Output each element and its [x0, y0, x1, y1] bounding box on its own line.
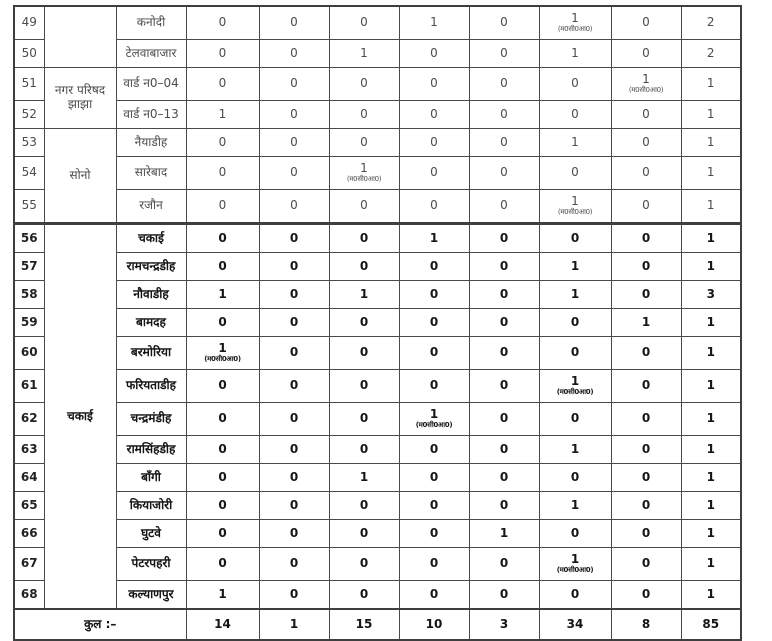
value-cell: 0 — [329, 436, 399, 464]
row-number-cell: 51 — [14, 68, 44, 101]
value-cell: 0 — [329, 370, 399, 403]
row-number-cell: 65 — [14, 492, 44, 520]
value-cell: 0 — [399, 129, 469, 157]
value-cell: 1 — [329, 464, 399, 492]
value-cell — [539, 6, 611, 40]
value-cell: 0 — [611, 40, 681, 68]
value-cell: 1 — [186, 281, 259, 309]
value-cell: 0 — [469, 403, 539, 436]
value-cell: 0 — [469, 337, 539, 370]
table-row — [14, 309, 741, 337]
value-cell: 1 — [186, 581, 259, 610]
value-cell — [329, 157, 399, 190]
value-cell: 1 — [681, 129, 741, 157]
value-cell: 1 — [681, 492, 741, 520]
value-cell: 0 — [186, 370, 259, 403]
scanned-document-page — [0, 5, 772, 631]
value-cell: 0 — [186, 129, 259, 157]
value-cell: 0 — [259, 403, 329, 436]
table-row — [14, 190, 741, 224]
value-cell: 0 — [469, 190, 539, 224]
value-cell: 0 — [259, 101, 329, 129]
value-note: (म0सी0आ0) — [556, 566, 594, 575]
village-name-cell: बाँगी — [116, 464, 186, 492]
value-cell: 0 — [469, 157, 539, 190]
value-cell: 0 — [539, 309, 611, 337]
value-cell: 0 — [611, 101, 681, 129]
row-number-cell: 57 — [14, 253, 44, 281]
value-cell: 0 — [469, 436, 539, 464]
value-cell: 0 — [186, 190, 259, 224]
value-cell: 0 — [469, 492, 539, 520]
total-value-cell: 14 — [186, 609, 259, 640]
value-cell: 0 — [329, 68, 399, 101]
row-number-cell: 60 — [14, 337, 44, 370]
total-value-cell: 3 — [469, 609, 539, 640]
value-cell: 0 — [259, 190, 329, 224]
value-cell: 0 — [399, 464, 469, 492]
value-cell — [186, 337, 259, 370]
village-name-cell: चकाई — [116, 224, 186, 253]
value-cell: 0 — [259, 253, 329, 281]
row-number-cell: 54 — [14, 157, 44, 190]
value-cell: 1 — [539, 129, 611, 157]
value-number: 1 — [570, 552, 580, 567]
value-cell — [399, 403, 469, 436]
table-row — [14, 520, 741, 548]
table-row — [14, 581, 741, 610]
total-row — [14, 609, 741, 640]
table-row — [14, 403, 741, 436]
value-cell: 1 — [539, 436, 611, 464]
value-cell: 0 — [611, 157, 681, 190]
value-cell: 0 — [469, 101, 539, 129]
value-cell: 1 — [681, 224, 741, 253]
value-cell: 0 — [186, 548, 259, 581]
value-number: 1 — [429, 407, 439, 422]
row-number-cell: 58 — [14, 281, 44, 309]
row-number-cell: 63 — [14, 436, 44, 464]
value-cell: 0 — [186, 6, 259, 40]
total-value-cell: 34 — [539, 609, 611, 640]
table-row — [14, 129, 741, 157]
value-cell: 0 — [611, 581, 681, 610]
value-cell: 0 — [329, 548, 399, 581]
value-cell: 0 — [539, 337, 611, 370]
value-cell: 1 — [399, 224, 469, 253]
value-cell: 0 — [469, 68, 539, 101]
value-cell: 0 — [539, 403, 611, 436]
value-cell: 0 — [186, 403, 259, 436]
row-number-cell: 64 — [14, 464, 44, 492]
value-cell: 0 — [259, 337, 329, 370]
value-cell: 1 — [681, 253, 741, 281]
village-name-cell: फरियताडीह — [116, 370, 186, 403]
table-body — [14, 6, 741, 640]
value-cell: 0 — [186, 492, 259, 520]
value-cell: 0 — [259, 520, 329, 548]
total-value-cell: 8 — [611, 609, 681, 640]
block-name-cell — [44, 6, 116, 68]
value-cell: 0 — [399, 190, 469, 224]
value-cell: 1 — [399, 6, 469, 40]
row-number-cell: 67 — [14, 548, 44, 581]
value-cell — [539, 190, 611, 224]
value-cell: 1 — [611, 309, 681, 337]
row-number-cell: 66 — [14, 520, 44, 548]
value-cell: 1 — [539, 281, 611, 309]
value-cell: 0 — [611, 281, 681, 309]
value-cell: 0 — [399, 68, 469, 101]
value-cell: 0 — [469, 370, 539, 403]
value-cell: 1 — [469, 520, 539, 548]
value-note: (म0सी0आ0) — [204, 355, 241, 364]
value-cell: 0 — [399, 548, 469, 581]
value-cell: 0 — [469, 581, 539, 610]
value-cell: 0 — [399, 101, 469, 129]
row-number-cell: 62 — [14, 403, 44, 436]
value-cell: 1 — [681, 370, 741, 403]
report-table — [13, 5, 742, 641]
value-note: (म0सी0आ0) — [628, 86, 664, 95]
village-name-cell: टेलवाबाजार — [116, 40, 186, 68]
value-cell: 3 — [681, 281, 741, 309]
value-cell: 1 — [681, 337, 741, 370]
value-cell: 0 — [186, 68, 259, 101]
value-number: 1 — [570, 374, 580, 389]
value-cell: 0 — [469, 309, 539, 337]
value-number: 1 — [571, 194, 579, 209]
value-cell — [539, 370, 611, 403]
table-row — [14, 436, 741, 464]
village-name-cell: रामचन्द्रडीह — [116, 253, 186, 281]
value-cell: 0 — [186, 157, 259, 190]
value-cell: 0 — [611, 129, 681, 157]
value-cell: 0 — [329, 253, 399, 281]
block-name-cell: नगर परिषद झाझा — [44, 68, 116, 129]
value-cell: 0 — [611, 464, 681, 492]
value-cell: 1 — [681, 68, 741, 101]
value-cell: 0 — [469, 6, 539, 40]
value-number: 1 — [218, 341, 227, 356]
value-cell: 0 — [611, 520, 681, 548]
block-name-cell: चकाई — [44, 224, 116, 610]
table-row — [14, 68, 741, 101]
row-number-cell: 61 — [14, 370, 44, 403]
value-cell: 0 — [611, 492, 681, 520]
value-cell: 0 — [611, 548, 681, 581]
value-cell: 0 — [329, 337, 399, 370]
row-number-cell: 52 — [14, 101, 44, 129]
value-cell: 1 — [681, 581, 741, 610]
table-row — [14, 281, 741, 309]
value-cell: 0 — [259, 464, 329, 492]
value-cell: 1 — [539, 492, 611, 520]
table-row — [14, 548, 741, 581]
value-cell: 0 — [399, 436, 469, 464]
total-value-cell: 85 — [681, 609, 741, 640]
value-cell: 0 — [399, 337, 469, 370]
row-number-cell: 53 — [14, 129, 44, 157]
total-value-cell: 1 — [259, 609, 329, 640]
value-cell: 0 — [259, 157, 329, 190]
value-cell: 0 — [611, 224, 681, 253]
value-cell: 0 — [259, 68, 329, 101]
value-cell: 0 — [329, 190, 399, 224]
row-number-cell: 55 — [14, 190, 44, 224]
value-cell: 0 — [399, 281, 469, 309]
value-cell: 0 — [186, 40, 259, 68]
value-cell: 0 — [329, 403, 399, 436]
value-cell — [611, 68, 681, 101]
value-cell: 0 — [399, 253, 469, 281]
value-cell: 0 — [329, 6, 399, 40]
block-name-cell: सोनो — [44, 129, 116, 224]
value-cell: 0 — [539, 464, 611, 492]
table-row — [14, 492, 741, 520]
village-name-cell: वार्ड न0–13 — [116, 101, 186, 129]
value-cell: 1 — [539, 253, 611, 281]
value-cell: 0 — [611, 403, 681, 436]
value-cell: 0 — [539, 157, 611, 190]
value-number: 1 — [571, 11, 579, 26]
value-cell: 0 — [186, 253, 259, 281]
village-name-cell: नैयाडीह — [116, 129, 186, 157]
value-cell: 0 — [399, 492, 469, 520]
value-cell: 1 — [681, 520, 741, 548]
value-cell: 1 — [329, 40, 399, 68]
table-row — [14, 370, 741, 403]
value-cell: 1 — [681, 403, 741, 436]
value-cell: 0 — [329, 581, 399, 610]
value-cell: 0 — [259, 6, 329, 40]
table-row — [14, 224, 741, 253]
row-number-cell: 49 — [14, 6, 44, 40]
value-note: (म0सी0आ0) — [346, 175, 382, 184]
value-cell: 0 — [259, 492, 329, 520]
value-cell: 0 — [611, 370, 681, 403]
value-cell: 0 — [611, 337, 681, 370]
total-value-cell: 15 — [329, 609, 399, 640]
value-cell: 1 — [186, 101, 259, 129]
value-cell: 1 — [681, 190, 741, 224]
value-cell: 1 — [681, 548, 741, 581]
village-name-cell: नौवाडीह — [116, 281, 186, 309]
value-cell: 0 — [399, 157, 469, 190]
village-name-cell: कियाजोरी — [116, 492, 186, 520]
value-cell: 0 — [469, 129, 539, 157]
village-name-cell: घुटवे — [116, 520, 186, 548]
value-cell: 0 — [186, 436, 259, 464]
value-cell: 0 — [329, 224, 399, 253]
value-cell: 0 — [611, 436, 681, 464]
village-name-cell: सारेबाद — [116, 157, 186, 190]
value-cell: 0 — [611, 253, 681, 281]
value-cell: 0 — [539, 224, 611, 253]
value-cell: 0 — [469, 281, 539, 309]
value-cell: 1 — [539, 40, 611, 68]
row-number-cell: 50 — [14, 40, 44, 68]
value-cell: 0 — [329, 520, 399, 548]
value-cell: 0 — [329, 309, 399, 337]
row-number-cell: 59 — [14, 309, 44, 337]
table-row — [14, 6, 741, 40]
village-name-cell: वार्ड न0–04 — [116, 68, 186, 101]
value-cell: 0 — [259, 224, 329, 253]
value-note: (म0सी0आ0) — [415, 421, 453, 430]
value-note: (म0सी0आ0) — [557, 25, 593, 34]
value-cell: 0 — [259, 581, 329, 610]
value-cell: 0 — [259, 436, 329, 464]
village-name-cell: बरमोरिया — [116, 337, 186, 370]
table-row — [14, 157, 741, 190]
value-cell: 0 — [399, 40, 469, 68]
village-name-cell: कल्याणपुर — [116, 581, 186, 610]
value-cell: 0 — [259, 309, 329, 337]
value-cell: 0 — [469, 224, 539, 253]
value-cell: 0 — [539, 101, 611, 129]
value-cell: 2 — [681, 40, 741, 68]
value-cell: 0 — [186, 224, 259, 253]
value-cell: 0 — [259, 129, 329, 157]
value-cell: 0 — [399, 370, 469, 403]
value-cell: 0 — [329, 101, 399, 129]
value-cell: 0 — [186, 464, 259, 492]
value-cell: 0 — [469, 464, 539, 492]
village-name-cell: कनोदी — [116, 6, 186, 40]
value-cell: 0 — [329, 492, 399, 520]
table-row — [14, 464, 741, 492]
value-cell: 0 — [399, 581, 469, 610]
value-cell: 0 — [539, 68, 611, 101]
value-cell: 0 — [469, 40, 539, 68]
value-cell: 0 — [186, 520, 259, 548]
value-cell: 0 — [259, 370, 329, 403]
table-row — [14, 101, 741, 129]
value-cell: 0 — [611, 6, 681, 40]
value-cell: 0 — [469, 253, 539, 281]
total-label: कुल :– — [14, 609, 186, 640]
value-cell: 2 — [681, 6, 741, 40]
value-cell: 1 — [681, 436, 741, 464]
value-cell: 0 — [259, 548, 329, 581]
value-cell: 1 — [681, 157, 741, 190]
value-number: 1 — [360, 161, 368, 176]
value-cell: 1 — [329, 281, 399, 309]
village-name-cell: रजौन — [116, 190, 186, 224]
table-row — [14, 40, 741, 68]
value-cell: 0 — [186, 309, 259, 337]
table-row — [14, 337, 741, 370]
value-cell: 0 — [399, 309, 469, 337]
value-note: (म0सी0आ0) — [556, 388, 594, 397]
value-cell: 0 — [259, 281, 329, 309]
value-cell: 1 — [681, 464, 741, 492]
village-name-cell: चन्द्रमंडीह — [116, 403, 186, 436]
value-cell: 0 — [469, 548, 539, 581]
row-number-cell: 56 — [14, 224, 44, 253]
value-cell: 1 — [681, 309, 741, 337]
value-cell — [539, 548, 611, 581]
value-cell: 0 — [611, 190, 681, 224]
value-number: 1 — [642, 72, 650, 87]
value-cell: 0 — [539, 581, 611, 610]
village-name-cell: रामसिंहडीह — [116, 436, 186, 464]
value-cell: 1 — [681, 101, 741, 129]
value-note: (म0सी0आ0) — [557, 208, 593, 217]
value-cell: 0 — [399, 520, 469, 548]
village-name-cell: पेटरपहरी — [116, 548, 186, 581]
table-row — [14, 253, 741, 281]
row-number-cell: 68 — [14, 581, 44, 610]
value-cell: 0 — [329, 129, 399, 157]
total-value-cell: 10 — [399, 609, 469, 640]
value-cell: 0 — [259, 40, 329, 68]
village-name-cell: बामदह — [116, 309, 186, 337]
value-cell: 0 — [539, 520, 611, 548]
